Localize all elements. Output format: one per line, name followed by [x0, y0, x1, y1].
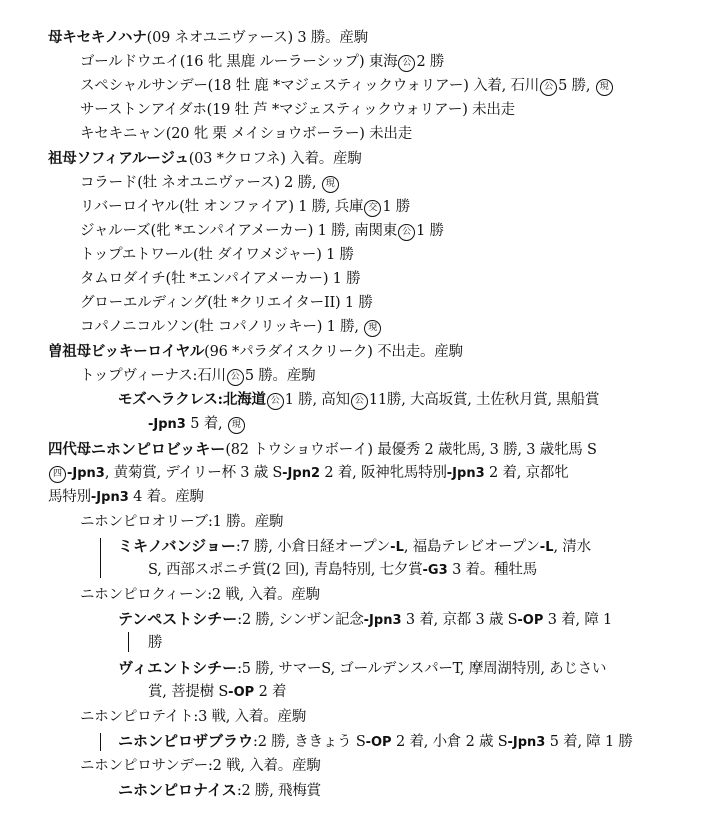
branch-bar: [100, 538, 101, 578]
granddam-offspring-1: [80, 173, 340, 193]
offspring-text: ジャルーズ(牝 *エンパイアメーカー) 1 勝, 南関東: [80, 223, 398, 239]
circled-mark: 現: [322, 176, 339, 193]
runner-text: 3 着, 京都 3 歳 S: [405, 612, 518, 628]
offspring-text: コパノニコルソン(牡 コパノリッキー) 1 勝,: [80, 319, 359, 335]
runner-text: 3 着。種牡馬: [452, 562, 538, 578]
grade-label: -Jpn3: [67, 466, 105, 481]
runner-nice-line-1: [118, 780, 321, 801]
granddam-offspring-4: [80, 245, 354, 265]
fourth-dam-name: ニホンピロビッキー: [90, 440, 226, 458]
fourth-dam-line-3: [48, 487, 204, 508]
grade-label: -Jpn3: [90, 490, 129, 505]
circled-mark: 公: [398, 55, 415, 72]
grade-label: -Jpn3: [363, 613, 402, 628]
offspring-text: リバーロイヤル(牡 オンファイア) 1 勝, 兵庫: [80, 199, 364, 215]
offspring-text: グローエルディング(牡 *クリエイターII) 1 勝: [80, 295, 373, 311]
great-granddam-info: (96 *パラダイスクリーク) 不出走。産駒: [204, 344, 463, 360]
grandson-line-1: [118, 390, 599, 410]
runner-tempest-line-1: [118, 609, 612, 631]
granddam-name: 祖母ソフィアルージュ: [48, 150, 189, 167]
offspring-text: サーストンアイダホ(19 牡 芦 *マジェスティックウォリアー) 未出走: [80, 102, 515, 118]
circled-mark: 交: [364, 200, 381, 217]
circled-mark: 現: [364, 320, 381, 337]
grade-label: -OP: [365, 735, 392, 750]
granddam-info: (03 *クロフネ) 入着。産駒: [188, 151, 362, 167]
offspring-text: コラード(牡 ネオユニヴァース) 2 勝,: [80, 175, 317, 191]
mare-text: ニホンピロサンデー:2 戦, 入着。産駒: [80, 758, 321, 774]
circled-mark: 現: [596, 79, 613, 96]
fourth-dam-text: 馬特別: [48, 489, 91, 505]
granddam-header: [48, 149, 362, 169]
runner-name: ヴィエントシチー: [118, 659, 238, 677]
offspring-text: スペシャルサンデー(18 牡 鹿 *マジェスティックウォリアー) 入着, 石川: [80, 78, 540, 94]
great-granddam-name: 曽祖母ビッキーロイヤル: [48, 343, 205, 360]
grade-label: -L: [390, 540, 404, 555]
offspring-text: タムロダイチ(牡 *エンパイアメーカー) 1 勝: [80, 271, 361, 287]
granddam-offspring-6: [80, 293, 373, 313]
fourth-dam-text: 4 着。産駒: [133, 489, 204, 505]
daughter-text: トップヴィーナス:石川: [80, 368, 226, 384]
runner-name: テンペストシチー: [118, 610, 238, 628]
circled-mark: 公: [540, 79, 557, 96]
runner-text: 2 着, 小倉 2 歳 S: [396, 734, 508, 750]
offspring-text: トップエトワール(牡 ダイワメジャー) 1 勝: [80, 247, 354, 263]
grade-label: -OP: [228, 685, 255, 700]
runner-zabrau-line-1: [118, 731, 633, 753]
runner-text: 5 着, 障 1 勝: [549, 734, 633, 750]
runner-text: S, 西部スポニチ賞(2 回), 青島特別, 七夕賞: [148, 562, 423, 578]
branch-mare-queen: [80, 585, 320, 605]
fourth-dam-text: 2 着, 京都牝: [489, 465, 569, 481]
runner-text: 3 着, 障 1: [547, 612, 613, 628]
dam-offspring-2: [80, 76, 614, 96]
dam-info: (09 ネオユニヴァース) 3 勝。産駒: [146, 30, 369, 46]
great-granddam-header: [48, 342, 463, 362]
offspring-tail: 1 勝: [416, 223, 444, 239]
runner-text: 勝: [148, 635, 163, 651]
mare-text: ニホンピロテイト:3 戦, 入着。産駒: [80, 709, 307, 725]
dam-offspring-1: [80, 52, 444, 72]
grandson-text: 11勝, 大高坂賞, 土佐秋月賞, 黒船賞: [368, 392, 600, 408]
fourth-dam-text: , 黄菊賞, デイリー杯 3 歳 S: [104, 465, 283, 481]
daughter-tail: 5 勝。産駒: [244, 368, 316, 384]
circled-mark: 現: [228, 417, 245, 434]
runner-text: :7 勝, 小倉日経オープン: [235, 539, 391, 555]
great-granddam-daughter: [80, 366, 315, 386]
fourth-dam-text: 2 着, 阪神牝馬特別: [324, 465, 447, 481]
granddam-offspring-7: [80, 317, 382, 337]
dam-header: [48, 28, 368, 48]
branch-bar: [100, 733, 101, 751]
branch-mare-sunday: [80, 756, 321, 776]
grade-label: -Jpn3: [446, 466, 485, 481]
runner-name: ニホンピロナイス: [118, 781, 237, 799]
granddam-offspring-5: [80, 269, 360, 289]
circled-mark: 公: [227, 369, 244, 386]
mare-text: ニホンピロオリーブ:1 勝。産駒: [80, 514, 284, 530]
circled-mark: 四: [49, 466, 66, 483]
circled-mark: 公: [351, 393, 368, 410]
runner-text: :2 勝, ききょう S: [253, 734, 366, 750]
runner-name: ミキノバンジョー: [118, 537, 236, 555]
grade-label: -Jpn3: [507, 735, 546, 750]
runner-viento-line-1: [118, 658, 606, 679]
grade-label: -OP: [517, 613, 544, 628]
grandson-name: モズヘラクレス:北海道: [118, 391, 266, 408]
granddam-offspring-2: [80, 197, 410, 217]
runner-viento-line-2: [148, 682, 286, 703]
grandson-text: 1 勝, 高知: [284, 392, 350, 408]
runner-text: 2 着: [258, 684, 287, 700]
dam-offspring-3: [80, 100, 515, 120]
grandson-text: 5 着,: [190, 416, 223, 432]
granddam-offspring-3: [80, 221, 444, 241]
offspring-tail: 1 勝: [382, 199, 411, 215]
fourth-dam-label: 四代母: [48, 441, 91, 458]
grade-label: -L: [539, 540, 554, 555]
grade-label: -Jpn2: [282, 466, 320, 481]
branch-mare-olive: [80, 512, 283, 532]
fourth-dam-line-2: [48, 463, 569, 484]
fourth-dam-line-1: [48, 439, 597, 460]
dam-offspring-4: [80, 124, 412, 144]
runner-text: :2 勝, 飛梅賞: [236, 783, 321, 799]
dam-name: 母キセキノハナ: [48, 29, 147, 46]
branch-bar: [128, 632, 129, 652]
runner-text: , 福島テレビオープン: [403, 539, 540, 555]
circled-mark: 公: [398, 224, 415, 241]
circled-mark: 公: [267, 393, 284, 410]
offspring-tail: 2 勝: [416, 54, 445, 70]
runner-tempest-line-2: [148, 633, 162, 653]
offspring-text: ゴールドウエイ(16 牝 黒鹿 ルーラーシップ) 東海: [80, 54, 398, 70]
runner-text: :2 勝, シンザン記念: [237, 612, 364, 628]
runner-text: :5 勝, サマーS, ゴールデンスパーT, 摩周湖特別, あじさい: [237, 661, 607, 677]
branch-mare-teito: [80, 707, 306, 727]
grade-label: -G3: [422, 563, 448, 578]
runner-mikino-line-2: [148, 560, 537, 581]
runner-text: , 清水: [553, 539, 591, 555]
offspring-tail: 5 勝,: [558, 78, 591, 94]
grandson-line-2: [148, 414, 246, 435]
offspring-text: キセキニャン(20 牝 栗 メイショウボーラー) 未出走: [80, 126, 413, 142]
runner-name: ニホンピロザブラウ: [118, 732, 254, 750]
mare-text: ニホンピロクィーン:2 戦, 入着。産駒: [80, 587, 320, 603]
runner-text: 賞, 菩提樹 S: [148, 684, 229, 700]
grade-label: -Jpn3: [148, 417, 186, 432]
fourth-dam-text: (82 トウショウボーイ) 最優秀 2 歳牝馬, 3 勝, 3 歳牝馬 S: [225, 442, 597, 458]
runner-mikino-line-1: [118, 536, 591, 558]
